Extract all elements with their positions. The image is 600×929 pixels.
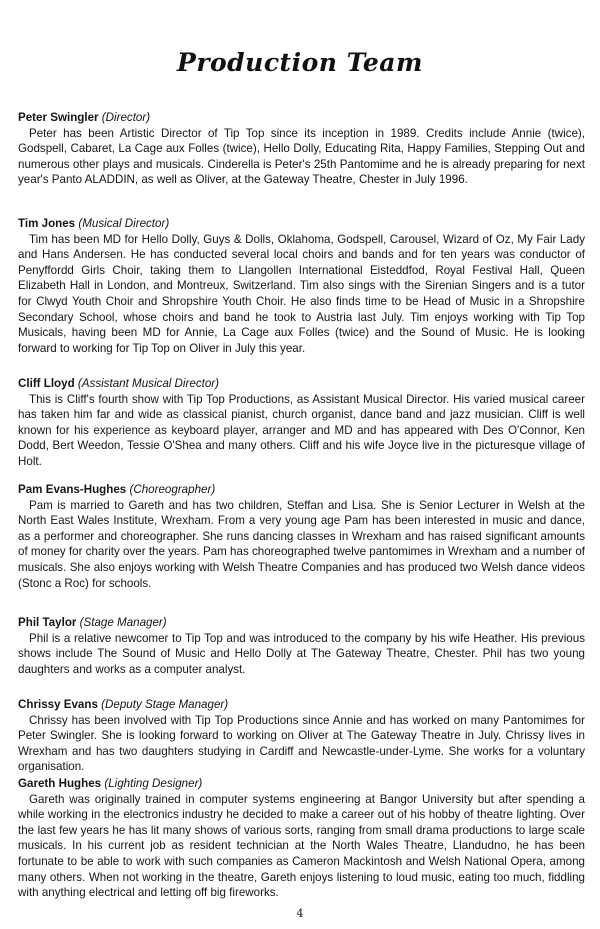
member-bio: Peter has been Artistic Director of Tip Top since its inception in 1989. Credits include Annie (twice), Godspell, Cabaret, La Cage aux Folles (twice), Hello Dolly, Educating Rita, Happy Families, Stepping Out and numerous other plays and musicals. Cinderella is Peter's 25th Pantomime and he is already preparing for next year's Panto ALADDIN, as well as Oliver, at the Gateway Theatre, Chester in July 1996. bbox=[18, 126, 585, 187]
member-role: (Lighting Designer) bbox=[104, 777, 203, 790]
member-bio: Pam is married to Gareth and has two children, Steffan and Lisa. She is Senior Lecturer in Welsh at the North East Wales Institute, Wrexham. From a very young age Pam has been interested in music and dance, as a performer and choreographer. She runs dancing classes in Wrexham and has raised significant amounts of money for charity over the years. Pam has choreographed twelve pantomimes in Wrexham and a number of musicals. She also enjoys working with Welsh Theatre Companies and has produced two Welsh dance videos (Stonc a Roc) for schools. bbox=[18, 498, 585, 590]
member-role: (Stage Manager) bbox=[79, 616, 167, 629]
member-name: Pam Evans-Hughes bbox=[18, 483, 127, 496]
bio-pam-evans-hughes bbox=[18, 482, 585, 591]
member-bio: Gareth was originally trained in computer systems engineering at Bangor University but after spending a while working in the electronics industry he decided to make a career out of his hobby of theatre lighting. Over the last few years he has lit many shows of various sorts, ranging from small drama productions to large scale musicals. In his current job as resident technician at the North Wales Theatre, Llandudno, he has been fortunate to be able to work with such companies as Cameron Mackintosh and Welsh National Opera, among many others. When not working in the theatre, Gareth enjoys listening to loud music, eating too much, fiddling with anything electrical and letting off big fireworks. bbox=[18, 792, 585, 900]
bio-heading bbox=[18, 376, 585, 392]
bio-heading bbox=[18, 776, 585, 792]
bio-heading bbox=[18, 697, 585, 713]
bio-phil-taylor bbox=[18, 615, 585, 677]
bio-tim-jones bbox=[18, 216, 585, 356]
page-title: Production Team bbox=[177, 48, 423, 77]
bio-heading bbox=[18, 615, 585, 631]
bio-heading bbox=[18, 110, 585, 126]
bio-heading bbox=[18, 216, 585, 232]
member-role: (Assistant Musical Director) bbox=[77, 377, 220, 390]
member-name: Chrissy Evans bbox=[18, 698, 98, 711]
member-role: (Director) bbox=[101, 111, 151, 124]
member-bio: Phil is a relative newcomer to Tip Top and was introduced to the company by his wife Heather. His previous shows include The Sound of Music and Hello Dolly at The Gateway Theatre, Chester. Phil has two young daughters and works as a computer analyst. bbox=[18, 631, 585, 676]
member-bio: Tim has been MD for Hello Dolly, Guys & Dolls, Oklahoma, Godspell, Carousel, Wizard of Oz, My Fair Lady and Hans Andersen. He has conducted several local choirs and bands and for ten years was conductor of Penyffordd Girls Choir, taking them to Llangollen International Eisteddfod, Royal Festival Hall, Queen Elizabeth Hall in London, and Montreux, Switzerland. Tim also sings with the Sirenian Singers and is a tutor for Clwyd Youth Choir and Shropshire Youth Choir. He also finds time to be Head of Music in a Shropshire Secondary School, whose choirs and band he took to Austria last July. Tim enjoys working with Tip Top Musicals, having been MD for Annie, La Cage aux Folles (twice) and the Sound of Music. He is looking forward to working for Tip Top on Oliver in July this year. bbox=[18, 232, 585, 355]
member-role: (Musical Director) bbox=[78, 217, 170, 230]
bio-cliff-lloyd bbox=[18, 376, 585, 470]
member-name: Gareth Hughes bbox=[18, 777, 102, 790]
member-name: Tim Jones bbox=[18, 217, 76, 230]
bio-peter-swingler bbox=[18, 110, 585, 188]
bio-chrissy-evans bbox=[18, 697, 585, 775]
page-number: 4 bbox=[296, 907, 304, 920]
bio-gareth-hughes bbox=[18, 776, 585, 901]
member-bio: Chrissy has been involved with Tip Top Productions since Annie and has worked on many Pantomimes for Peter Swingler. She is looking forward to working on Oliver at The Gateway Theatre in July. Chrissy lives in Wrexham and has two daughters studying in Cardiff and Newcastle-under-Lyme. She works for a voluntary organisation. bbox=[18, 713, 585, 774]
bio-heading bbox=[18, 482, 585, 498]
member-role: (Deputy Stage Manager) bbox=[101, 698, 229, 711]
member-name: Peter Swingler bbox=[18, 111, 99, 124]
member-role: (Choreographer) bbox=[129, 483, 216, 496]
member-name: Phil Taylor bbox=[18, 616, 77, 629]
member-name: Cliff Lloyd bbox=[18, 377, 75, 390]
member-bio: This is Cliff's fourth show with Tip Top Productions, as Assistant Musical Director. His varied musical career has taken him far and wide as classical pianist, church organist, dance band and jazz musician. Cliff is well known for his experience as keyboard player, arranger and MD and has appeared with Des O'Connor, Ken Dodd, Bert Weedon, Tessie O'Shea and many others. Cliff and his wife Joyce live in the picturesque village of Holt. bbox=[18, 392, 585, 468]
